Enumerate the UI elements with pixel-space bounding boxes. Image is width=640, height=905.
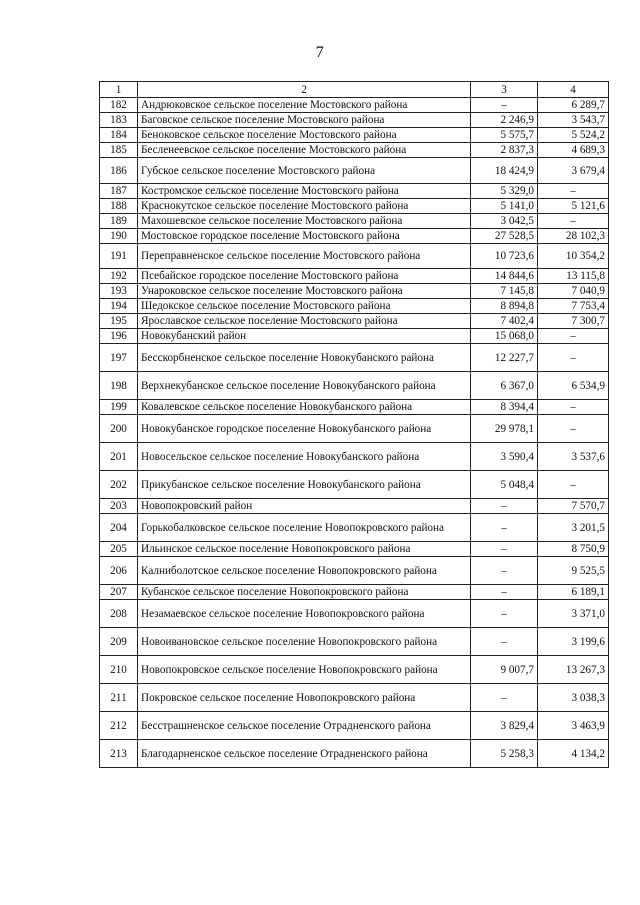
row-number-cell: 213	[100, 740, 138, 768]
row-number-cell: 199	[100, 400, 138, 415]
row-col3-cell: 7 402,4	[471, 314, 538, 329]
row-col3-cell: 5 258,3	[471, 740, 538, 768]
row-col4-cell: –	[538, 344, 609, 372]
row-col3-cell: 3 042,5	[471, 214, 538, 229]
row-name-cell: Новокубанское городское поселение Новокубанского района	[138, 415, 471, 443]
row-number-cell: 209	[100, 628, 138, 656]
row-col4-cell: 10 354,2	[538, 244, 609, 269]
row-name-cell: Верхнекубанское сельское поселение Новокубанского района	[138, 372, 471, 400]
row-col4-cell: 6 534,9	[538, 372, 609, 400]
table-row	[100, 443, 609, 471]
row-name-cell: Псебайское городское поселение Мостовского района	[138, 269, 471, 284]
row-col4-cell: 4 689,3	[538, 143, 609, 158]
row-number-cell: 201	[100, 443, 138, 471]
table-row	[100, 113, 609, 128]
table-row	[100, 244, 609, 269]
table-body	[100, 82, 609, 768]
row-number-cell: 197	[100, 344, 138, 372]
row-col3-cell: 29 978,1	[471, 415, 538, 443]
table-row	[100, 499, 609, 514]
table-header-row	[100, 82, 609, 98]
row-col4-cell: 6 289,7	[538, 98, 609, 113]
table-row	[100, 314, 609, 329]
row-name-cell: Покровское сельское поселение Новопокровского района	[138, 684, 471, 712]
table-row	[100, 184, 609, 199]
row-name-cell: Новосельское сельское поселение Новокубанского района	[138, 443, 471, 471]
row-name-cell: Благодарненское сельское поселение Отрадненского района	[138, 740, 471, 768]
row-name-cell: Шедокское сельское поселение Мостовского района	[138, 299, 471, 314]
table-row	[100, 98, 609, 113]
row-col3-cell: –	[471, 98, 538, 113]
row-name-cell: Новоивановское сельское поселение Новопокровского района	[138, 628, 471, 656]
table-row	[100, 329, 609, 344]
table-row	[100, 158, 609, 184]
data-table	[99, 81, 609, 768]
row-name-cell: Губское сельское поселение Мостовского района	[138, 158, 471, 184]
row-col3-cell: 5 575,7	[471, 128, 538, 143]
row-number-cell: 210	[100, 656, 138, 684]
table-row	[100, 128, 609, 143]
row-col4-cell: –	[538, 214, 609, 229]
row-col4-cell: 5 524,2	[538, 128, 609, 143]
row-number-cell: 200	[100, 415, 138, 443]
table-row	[100, 284, 609, 299]
row-col3-cell: 8 394,4	[471, 400, 538, 415]
row-col3-cell: 6 367,0	[471, 372, 538, 400]
table-row	[100, 214, 609, 229]
row-name-cell: Новопокровское сельское поселение Новопокровского района	[138, 656, 471, 684]
row-col4-cell: 28 102,3	[538, 229, 609, 244]
table-row	[100, 400, 609, 415]
row-name-cell: Мостовское городское поселение Мостовского района	[138, 229, 471, 244]
table-row	[100, 557, 609, 585]
row-name-cell: Ильинское сельское поселение Новопокровского района	[138, 542, 471, 557]
row-col4-cell: 3 537,6	[538, 443, 609, 471]
row-number-cell: 185	[100, 143, 138, 158]
row-number-cell: 193	[100, 284, 138, 299]
row-number-cell: 204	[100, 514, 138, 542]
row-col4-cell: 3 038,3	[538, 684, 609, 712]
row-name-cell: Калниболотское сельское поселение Новопокровского района	[138, 557, 471, 585]
row-name-cell: Махошевское сельское поселение Мостовского района	[138, 214, 471, 229]
row-number-cell: 186	[100, 158, 138, 184]
row-number-cell: 206	[100, 557, 138, 585]
table-row	[100, 600, 609, 628]
row-number-cell: 194	[100, 299, 138, 314]
row-col3-cell: –	[471, 628, 538, 656]
row-col4-cell: –	[538, 184, 609, 199]
row-number-cell: 190	[100, 229, 138, 244]
row-col4-cell: 4 134,2	[538, 740, 609, 768]
row-col4-cell: 5 121,6	[538, 199, 609, 214]
row-name-cell: Новопокровский район	[138, 499, 471, 514]
row-name-cell: Беноковское сельское поселение Мостовского района	[138, 128, 471, 143]
row-name-cell: Унароковское сельское поселение Мостовского района	[138, 284, 471, 299]
row-col3-cell: 5 048,4	[471, 471, 538, 499]
table-row	[100, 269, 609, 284]
row-col4-cell: 7 300,7	[538, 314, 609, 329]
table-row	[100, 415, 609, 443]
header-cell-4: 4	[538, 82, 609, 98]
table-row	[100, 628, 609, 656]
row-name-cell: Краснокутское сельское поселение Мостовского района	[138, 199, 471, 214]
table-row	[100, 229, 609, 244]
row-col3-cell: 7 145,8	[471, 284, 538, 299]
row-name-cell: Ярославское сельское поселение Мостовского района	[138, 314, 471, 329]
row-name-cell: Бесстрашненское сельское поселение Отрадненского района	[138, 712, 471, 740]
row-col4-cell: 7 570,7	[538, 499, 609, 514]
row-number-cell: 182	[100, 98, 138, 113]
row-number-cell: 192	[100, 269, 138, 284]
row-col4-cell: –	[538, 471, 609, 499]
row-col3-cell: 3 590,4	[471, 443, 538, 471]
table-row	[100, 344, 609, 372]
row-number-cell: 195	[100, 314, 138, 329]
row-col4-cell: 3 679,4	[538, 158, 609, 184]
row-name-cell: Кубанское сельское поселение Новопокровского района	[138, 585, 471, 600]
row-name-cell: Бесскорбненское сельское поселение Новокубанского района	[138, 344, 471, 372]
row-name-cell: Переправненское сельское поселение Мостовского района	[138, 244, 471, 269]
table-row	[100, 299, 609, 314]
header-cell-2: 2	[138, 82, 471, 98]
row-number-cell: 212	[100, 712, 138, 740]
row-name-cell: Ковалевское сельское поселение Новокубанского района	[138, 400, 471, 415]
row-number-cell: 196	[100, 329, 138, 344]
row-number-cell: 203	[100, 499, 138, 514]
row-name-cell: Андрюковское сельское поселение Мостовского района	[138, 98, 471, 113]
page-number: 7	[315, 44, 325, 61]
row-col3-cell: 18 424,9	[471, 158, 538, 184]
row-number-cell: 198	[100, 372, 138, 400]
row-number-cell: 188	[100, 199, 138, 214]
row-number-cell: 207	[100, 585, 138, 600]
table-row	[100, 542, 609, 557]
table-row	[100, 656, 609, 684]
row-col3-cell: 9 007,7	[471, 656, 538, 684]
row-col3-cell: 14 844,6	[471, 269, 538, 284]
row-col3-cell: –	[471, 585, 538, 600]
row-col3-cell: –	[471, 542, 538, 557]
header-cell-1: 1	[100, 82, 138, 98]
row-col3-cell: 2 837,3	[471, 143, 538, 158]
row-col4-cell: 9 525,5	[538, 557, 609, 585]
table-row	[100, 740, 609, 768]
row-name-cell: Костромское сельское поселение Мостовского района	[138, 184, 471, 199]
row-col4-cell: 3 463,9	[538, 712, 609, 740]
row-number-cell: 183	[100, 113, 138, 128]
row-col4-cell: –	[538, 400, 609, 415]
table-row	[100, 471, 609, 499]
table-row	[100, 585, 609, 600]
row-number-cell: 208	[100, 600, 138, 628]
table-row	[100, 514, 609, 542]
row-col4-cell: 3 199,6	[538, 628, 609, 656]
row-col3-cell: –	[471, 514, 538, 542]
row-col4-cell: –	[538, 329, 609, 344]
row-number-cell: 187	[100, 184, 138, 199]
row-col4-cell: 3 543,7	[538, 113, 609, 128]
row-col3-cell: –	[471, 600, 538, 628]
row-col4-cell: 3 201,5	[538, 514, 609, 542]
row-col3-cell: 3 829,4	[471, 712, 538, 740]
row-number-cell: 211	[100, 684, 138, 712]
row-name-cell: Баговское сельское поселение Мостовского района	[138, 113, 471, 128]
row-col4-cell: –	[538, 415, 609, 443]
row-name-cell: Незамаевское сельское поселение Новопокровского района	[138, 600, 471, 628]
row-col4-cell: 13 267,3	[538, 656, 609, 684]
table-row	[100, 143, 609, 158]
row-number-cell: 189	[100, 214, 138, 229]
row-number-cell: 191	[100, 244, 138, 269]
row-col3-cell: 8 894,8	[471, 299, 538, 314]
row-name-cell: Бесленеевское сельское поселение Мостовского района	[138, 143, 471, 158]
table-row	[100, 684, 609, 712]
row-col3-cell: 5 329,0	[471, 184, 538, 199]
row-number-cell: 202	[100, 471, 138, 499]
row-col4-cell: 3 371,0	[538, 600, 609, 628]
row-col3-cell: 10 723,6	[471, 244, 538, 269]
table-row	[100, 712, 609, 740]
row-col4-cell: 8 750,9	[538, 542, 609, 557]
row-number-cell: 184	[100, 128, 138, 143]
row-col3-cell: 12 227,7	[471, 344, 538, 372]
row-name-cell: Новокубанский район	[138, 329, 471, 344]
row-name-cell: Горькобалковское сельское поселение Новопокровского района	[138, 514, 471, 542]
row-col3-cell: –	[471, 684, 538, 712]
row-col3-cell: 27 528,5	[471, 229, 538, 244]
row-col3-cell: 5 141,0	[471, 199, 538, 214]
row-col3-cell: 2 246,9	[471, 113, 538, 128]
row-col4-cell: 7 040,9	[538, 284, 609, 299]
row-number-cell: 205	[100, 542, 138, 557]
row-col3-cell: –	[471, 557, 538, 585]
table-row	[100, 199, 609, 214]
row-name-cell: Прикубанское сельское поселение Новокубанского района	[138, 471, 471, 499]
row-col3-cell: –	[471, 499, 538, 514]
row-col4-cell: 13 115,8	[538, 269, 609, 284]
row-col4-cell: 7 753,4	[538, 299, 609, 314]
row-col4-cell: 6 189,1	[538, 585, 609, 600]
row-col3-cell: 15 068,0	[471, 329, 538, 344]
header-cell-3: 3	[471, 82, 538, 98]
table-row	[100, 372, 609, 400]
